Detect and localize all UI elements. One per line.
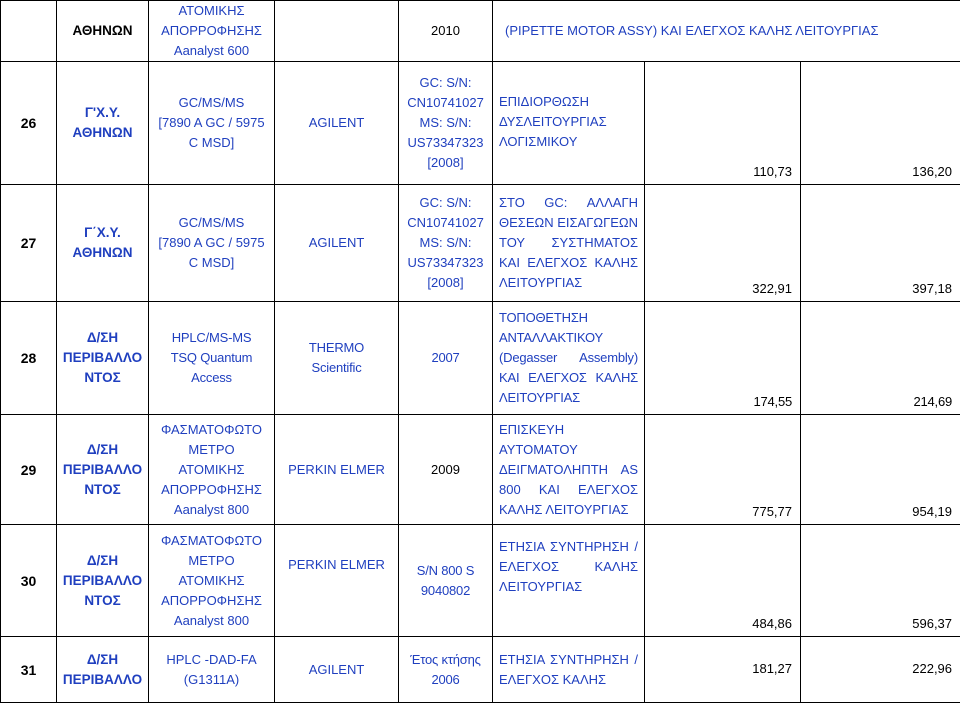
table-row	[1, 62, 960, 185]
department-cell: ΑΘΗΝΩΝ	[57, 1, 149, 62]
serial-cell: GC: S/N: CN10741027 MS: S/N: US73347323 [2008]	[399, 62, 493, 185]
department-cell: Δ/ΣΗ ΠΕΡΙΒΑΛΛΟ ΝΤΟΣ	[57, 525, 149, 637]
cost-gross-cell: 954,19	[801, 415, 960, 525]
department-cell: Δ/ΣΗ ΠΕΡΙΒΑΛΛΟ	[57, 637, 149, 703]
department-cell: Δ/ΣΗ ΠΕΡΙΒΑΛΛΟ ΝΤΟΣ	[57, 415, 149, 525]
table-row	[1, 415, 960, 525]
department-cell: Δ/ΣΗ ΠΕΡΙΒΑΛΛΟ ΝΤΟΣ	[57, 302, 149, 415]
row-number: 28	[1, 302, 57, 415]
equipment-name-cell: ΦΑΣΜΑΤΟΦΩΤΟ ΜΕΤΡΟ ΑΤΟΜΙΚΗΣ ΑΠΟΡΡΟΦΗΣΗΣ Aanalyst 800	[149, 525, 275, 637]
cost-net-cell: 181,27	[645, 637, 801, 703]
serial-cell: S/N 800 S 9040802	[399, 525, 493, 637]
row-number: 30	[1, 525, 57, 637]
department-cell: Γ΄Χ.Υ. ΑΘΗΝΩΝ	[57, 185, 149, 302]
service-description-cell: ΕΠΙΔΙΟΡΘΩΣΗ ΔΥΣΛΕΙΤΟΥΡΓΙΑΣ ΛΟΓΙΣΜΙΚΟΥ	[493, 62, 645, 185]
row-number: 27	[1, 185, 57, 302]
manufacturer-cell: PERKIN ELMER	[275, 415, 399, 525]
manufacturer-cell: AGILENT	[275, 62, 399, 185]
serial-cell: GC: S/N: CN10741027 MS: S/N: US73347323 [2008]	[399, 185, 493, 302]
cost-net-cell: 174,55	[645, 302, 801, 415]
cost-gross-cell: 222,96	[801, 637, 960, 703]
table-row	[1, 525, 960, 637]
table-row	[1, 185, 960, 302]
row-number: 29	[1, 415, 57, 525]
manufacturer-cell: PERKIN ELMER	[275, 525, 399, 637]
row-number: 26	[1, 62, 57, 185]
cost-net-cell: 775,77	[645, 415, 801, 525]
manufacturer-cell	[275, 1, 399, 62]
table-row	[1, 1, 960, 62]
manufacturer-cell: THERMO Scientific	[275, 302, 399, 415]
cost-gross-cell: 136,20	[801, 62, 960, 185]
service-description-cell: ΤΟΠΟΘΕΤΗΣΗ ΑΝΤΑΛΛΑΚΤΙΚΟΥ (Degasser Assembly) ΚΑΙ ΕΛΕΓΧΟΣ ΚΑΛΗΣ ΛΕΙΤΟΥΡΓΙΑΣ	[493, 302, 645, 415]
equipment-name-cell: HPLC/MS-MS TSQ Quantum Access	[149, 302, 275, 415]
serial-cell: Έτος κτήσης 2006	[399, 637, 493, 703]
equipment-name-cell: ΑΤΟΜΙΚΗΣ ΑΠΟΡΡΟΦΗΣΗΣ Aanalyst 600	[149, 1, 275, 62]
service-description-cell: (PIPETTE MOTOR ASSY) ΚΑΙ ΕΛΕΓΧΟΣ ΚΑΛΗΣ ΛΕΙΤΟΥΡΓΙΑΣ	[493, 1, 960, 62]
equipment-name-cell: HPLC -DAD-FA (G1311A)	[149, 637, 275, 703]
equipment-name-cell: GC/MS/MS [7890 A GC / 5975 C MSD]	[149, 62, 275, 185]
manufacturer-cell: AGILENT	[275, 185, 399, 302]
serial-cell: 2010	[399, 1, 493, 62]
equipment-name-cell: ΦΑΣΜΑΤΟΦΩΤΟ ΜΕΤΡΟ ΑΤΟΜΙΚΗΣ ΑΠΟΡΡΟΦΗΣΗΣ Aanalyst 800	[149, 415, 275, 525]
serial-cell: 2007	[399, 302, 493, 415]
manufacturer-cell: AGILENT	[275, 637, 399, 703]
service-description-cell: ΕΤΗΣΙΑ ΣΥΝΤΗΡΗΣΗ / ΕΛΕΓΧΟΣ ΚΑΛΗΣ ΛΕΙΤΟΥΡΓΙΑΣ	[493, 525, 645, 637]
service-description-cell: ΕΤΗΣΙΑ ΣΥΝΤΗΡΗΣΗ / ΕΛΕΓΧΟΣ ΚΑΛΗΣ	[493, 637, 645, 703]
service-description-cell: ΣΤΟ GC: ΑΛΛΑΓΗ ΘΕΣΕΩΝ ΕΙΣΑΓΩΓΕΩΝ ΤΟΥ ΣΥΣΤΗΜΑΤΟΣ ΚΑΙ ΕΛΕΓΧΟΣ ΚΑΛΗΣ ΛΕΙΤΟΥΡΓΙΑΣ	[493, 185, 645, 302]
cost-net-cell: 322,91	[645, 185, 801, 302]
row-number	[1, 1, 57, 62]
cost-gross-cell: 397,18	[801, 185, 960, 302]
service-description-cell: ΕΠΙΣΚΕΥΗ ΑΥΤΟΜΑΤΟΥ ΔΕΙΓΜΑΤΟΛΗΠΤΗ AS 800 ΚΑΙ ΕΛΕΓΧΟΣ ΚΑΛΗΣ ΛΕΙΤΟΥΡΓΙΑΣ	[493, 415, 645, 525]
table-row	[1, 302, 960, 415]
cost-net-cell: 484,86	[645, 525, 801, 637]
row-number: 31	[1, 637, 57, 703]
cost-gross-cell: 214,69	[801, 302, 960, 415]
serial-cell: 2009	[399, 415, 493, 525]
equipment-name-cell: GC/MS/MS [7890 A GC / 5975 C MSD]	[149, 185, 275, 302]
table-row	[1, 637, 960, 703]
cost-gross-cell: 596,37	[801, 525, 960, 637]
department-cell: Γ'Χ.Υ. ΑΘΗΝΩΝ	[57, 62, 149, 185]
cost-net-cell: 110,73	[645, 62, 801, 185]
